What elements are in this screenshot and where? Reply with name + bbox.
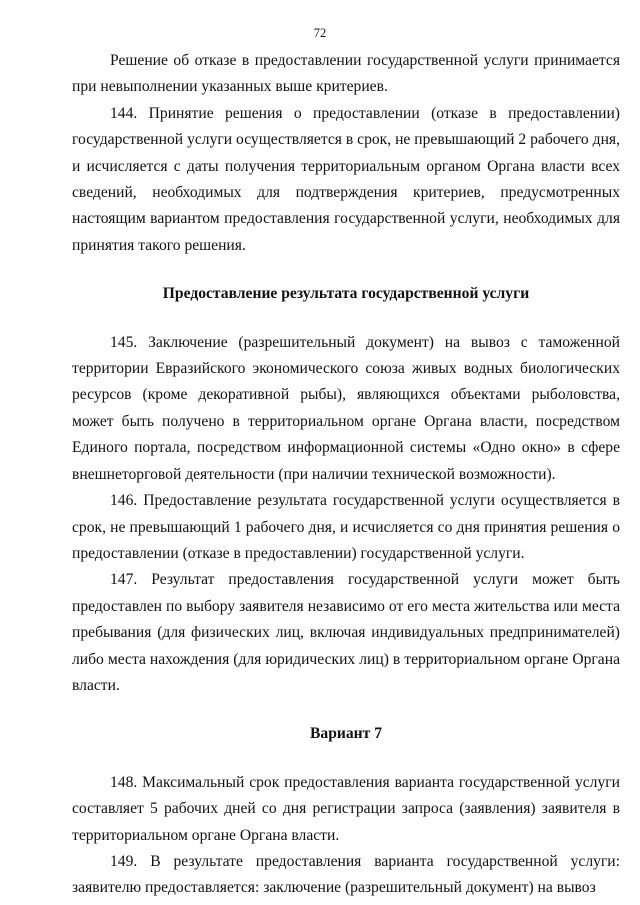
spacer (72, 748, 620, 770)
section-heading-variant: Вариант 7 (310, 725, 382, 743)
paragraph-146: 146. Предоставление результата государственной услуги осуществляется в срок, не превышающий 1 рабочего дня, и исчисляется со дня принятия решения о предоставлении (отказе в предоставлении) государственной услуги. (72, 492, 620, 562)
paragraph-147: 147. Результат предоставления государственной услуги может быть предоставлен по выбору заявителя независимо от его места жительства или места пребывания (для физических лиц, включая индивидуальных предпринимателей) либо места нахождения (для юридических лиц) в территориальном органе Органа власти. (72, 571, 620, 694)
section-heading-result: Предоставление результата государственной услуги (162, 285, 530, 303)
spacer (72, 259, 620, 281)
spacer (72, 699, 620, 721)
paragraph-149: 149. В результате предоставления варианта государственной услуги: заявителю предоставляется: заключение (разрешительный документ) на вывоз (72, 852, 620, 897)
paragraph-144: 144. Принятие решения о предоставлении (отказе в предоставлении) государственной услуги осуществляется в срок, не превышающий 2 рабочего дня, и исчисляется с даты получения территориальным органом Органа власти всех сведений, необходимых для подтверждения критериев, предусмотренных настоящим вариантом предоставления государственной услуги, необходимых для принятия такого решения. (72, 104, 620, 254)
spacer (72, 308, 620, 330)
paragraph-145: 145. Заключение (разрешительный документ) на вывоз с таможенной территории Евразийского экономического союза живых водных биологических ресурсов (кроме декоративной рыбы), являющихся объектами рыболовства, может быть получено в территориальном органе Органа власти, посредством Единого портала, посредством информационной системы «Одно окно» в сфере внешнеторговой деятельности (при наличии технической возможности). (72, 333, 620, 483)
document-body (72, 48, 620, 902)
paragraph-rejection-decision: Решение об отказе в предоставлении государственной услуги принимается при невыполнении указанных выше критериев. (72, 52, 620, 96)
paragraph-148: 148. Максимальный срок предоставления варианта государственной услуги составляет 5 рабочих дней со дня регистрации запроса (заявления) заявителя в территориальном органе Органа власти. (72, 773, 620, 844)
page-number: 72 (313, 26, 327, 40)
